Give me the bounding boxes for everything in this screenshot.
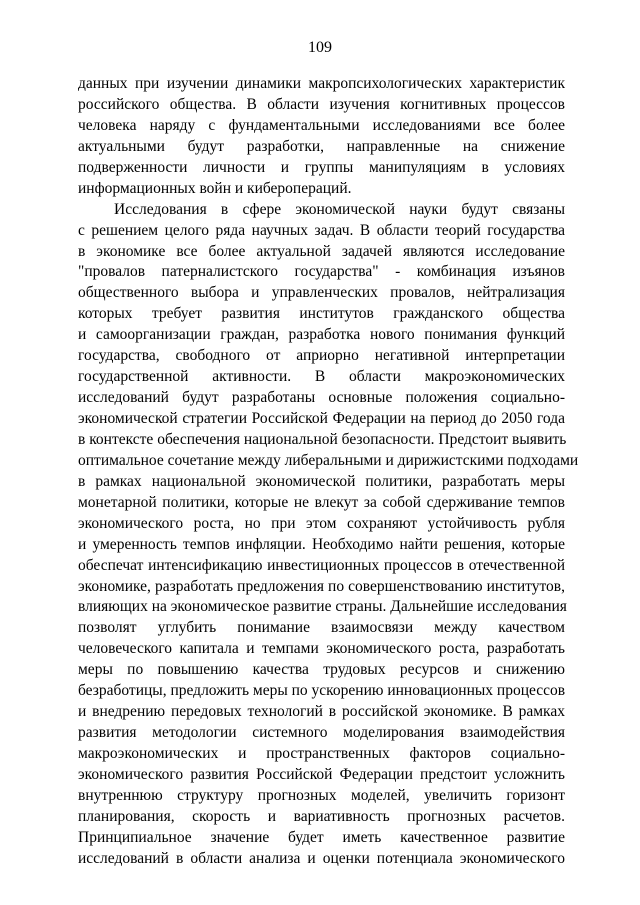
text-line: и внедрению передовых технологий в российской экономике. В рамках — [78, 703, 565, 721]
text-line: экономике, разработать предложения по совершенствованию институтов, — [78, 577, 565, 595]
text-line: актуальными будут разработки, направленные на снижение — [78, 137, 565, 155]
text-line: монетарной политики, которые не влекут за собой сдерживание темпов — [78, 493, 565, 511]
text-line: безработицы, предложить меры по ускорению инновационных процессов — [78, 682, 566, 700]
text-line: человеческого капитала и темпами экономического роста, разработать — [78, 640, 565, 658]
text-line: и самоорганизации граждан, разработка нового понимания функций — [78, 326, 565, 344]
text-line: планирования, скорость и вариативность прогнозных расчетов. — [78, 807, 565, 825]
text-line: в контексте обеспечения национальной безопасности. Предстоит выявить — [78, 430, 567, 448]
page-number: 109 — [308, 39, 332, 56]
text-line: меры по повышению качества трудовых ресурсов и снижению — [78, 661, 565, 679]
text-line: информационных войн и киберопераций. — [78, 179, 352, 197]
text-line: и умеренность темпов инфляции. Необходимо найти решения, которые — [78, 535, 565, 553]
text-line: внутреннюю структуру прогнозных моделей, увеличить горизонт — [78, 786, 565, 804]
body-text — [78, 74, 579, 870]
text-line: Исследования в сфере экономической науки будут связаны — [114, 200, 565, 218]
text-line: Принципиальное значение будет иметь качественное развитие — [78, 828, 565, 846]
text-line: обеспечат интенсификацию инвестиционных процессов в отечественной — [78, 556, 565, 574]
text-line: государственной активности. В области макроэкономических — [78, 368, 565, 386]
text-line: в рамках национальной экономической политики, разработать меры — [78, 472, 565, 490]
text-line: государства, свободного от априорно негативной интерпретации — [78, 347, 565, 365]
text-line: исследований в области анализа и оценки потенциала экономического — [78, 849, 565, 867]
text-line: с решением целого ряда научных задач. В области теорий государства — [78, 221, 565, 239]
text-line: экономической стратегии Российской Федерации на период до 2050 года — [78, 410, 565, 427]
text-line: человека наряду с фундаментальными исследованиями все более — [78, 116, 565, 134]
text-line: исследований будут разработаны основные положения социально- — [78, 389, 565, 407]
text-line: позволят углубить понимание взаимосвязи между качеством — [78, 619, 565, 637]
text-line: экономического развития Российской Федерации предстоит усложнить — [78, 765, 565, 783]
text-line: экономического роста, но при этом сохраняют устойчивость рубля — [78, 514, 565, 532]
text-line: в экономике все более актуальной задачей являются исследование — [78, 242, 565, 260]
text-line: общественного выбора и управленческих провалов, нейтрализация — [78, 284, 565, 302]
text-line: макроэкономических и пространственных факторов социально- — [78, 745, 565, 762]
text-line: влияющих на экономическое развитие страны. Дальнейшие исследования — [78, 598, 567, 616]
text-line: оптимальное сочетание между либеральными и дирижистскими подходами — [78, 451, 579, 469]
text-line: "провалов патерналистского государства" - комбинация изъянов — [78, 263, 565, 281]
text-line: подверженности личности и группы манипуляциям в условиях — [78, 158, 565, 176]
text-line: российского общества. В области изучения когнитивных процессов — [78, 95, 565, 113]
text-line: развития методологии системного моделирования взаимодействия — [78, 724, 565, 742]
text-line: которых требует развития институтов гражданского общества — [78, 305, 565, 323]
text-line: данных при изучении динамики макропсихологических характеристик — [78, 75, 565, 92]
